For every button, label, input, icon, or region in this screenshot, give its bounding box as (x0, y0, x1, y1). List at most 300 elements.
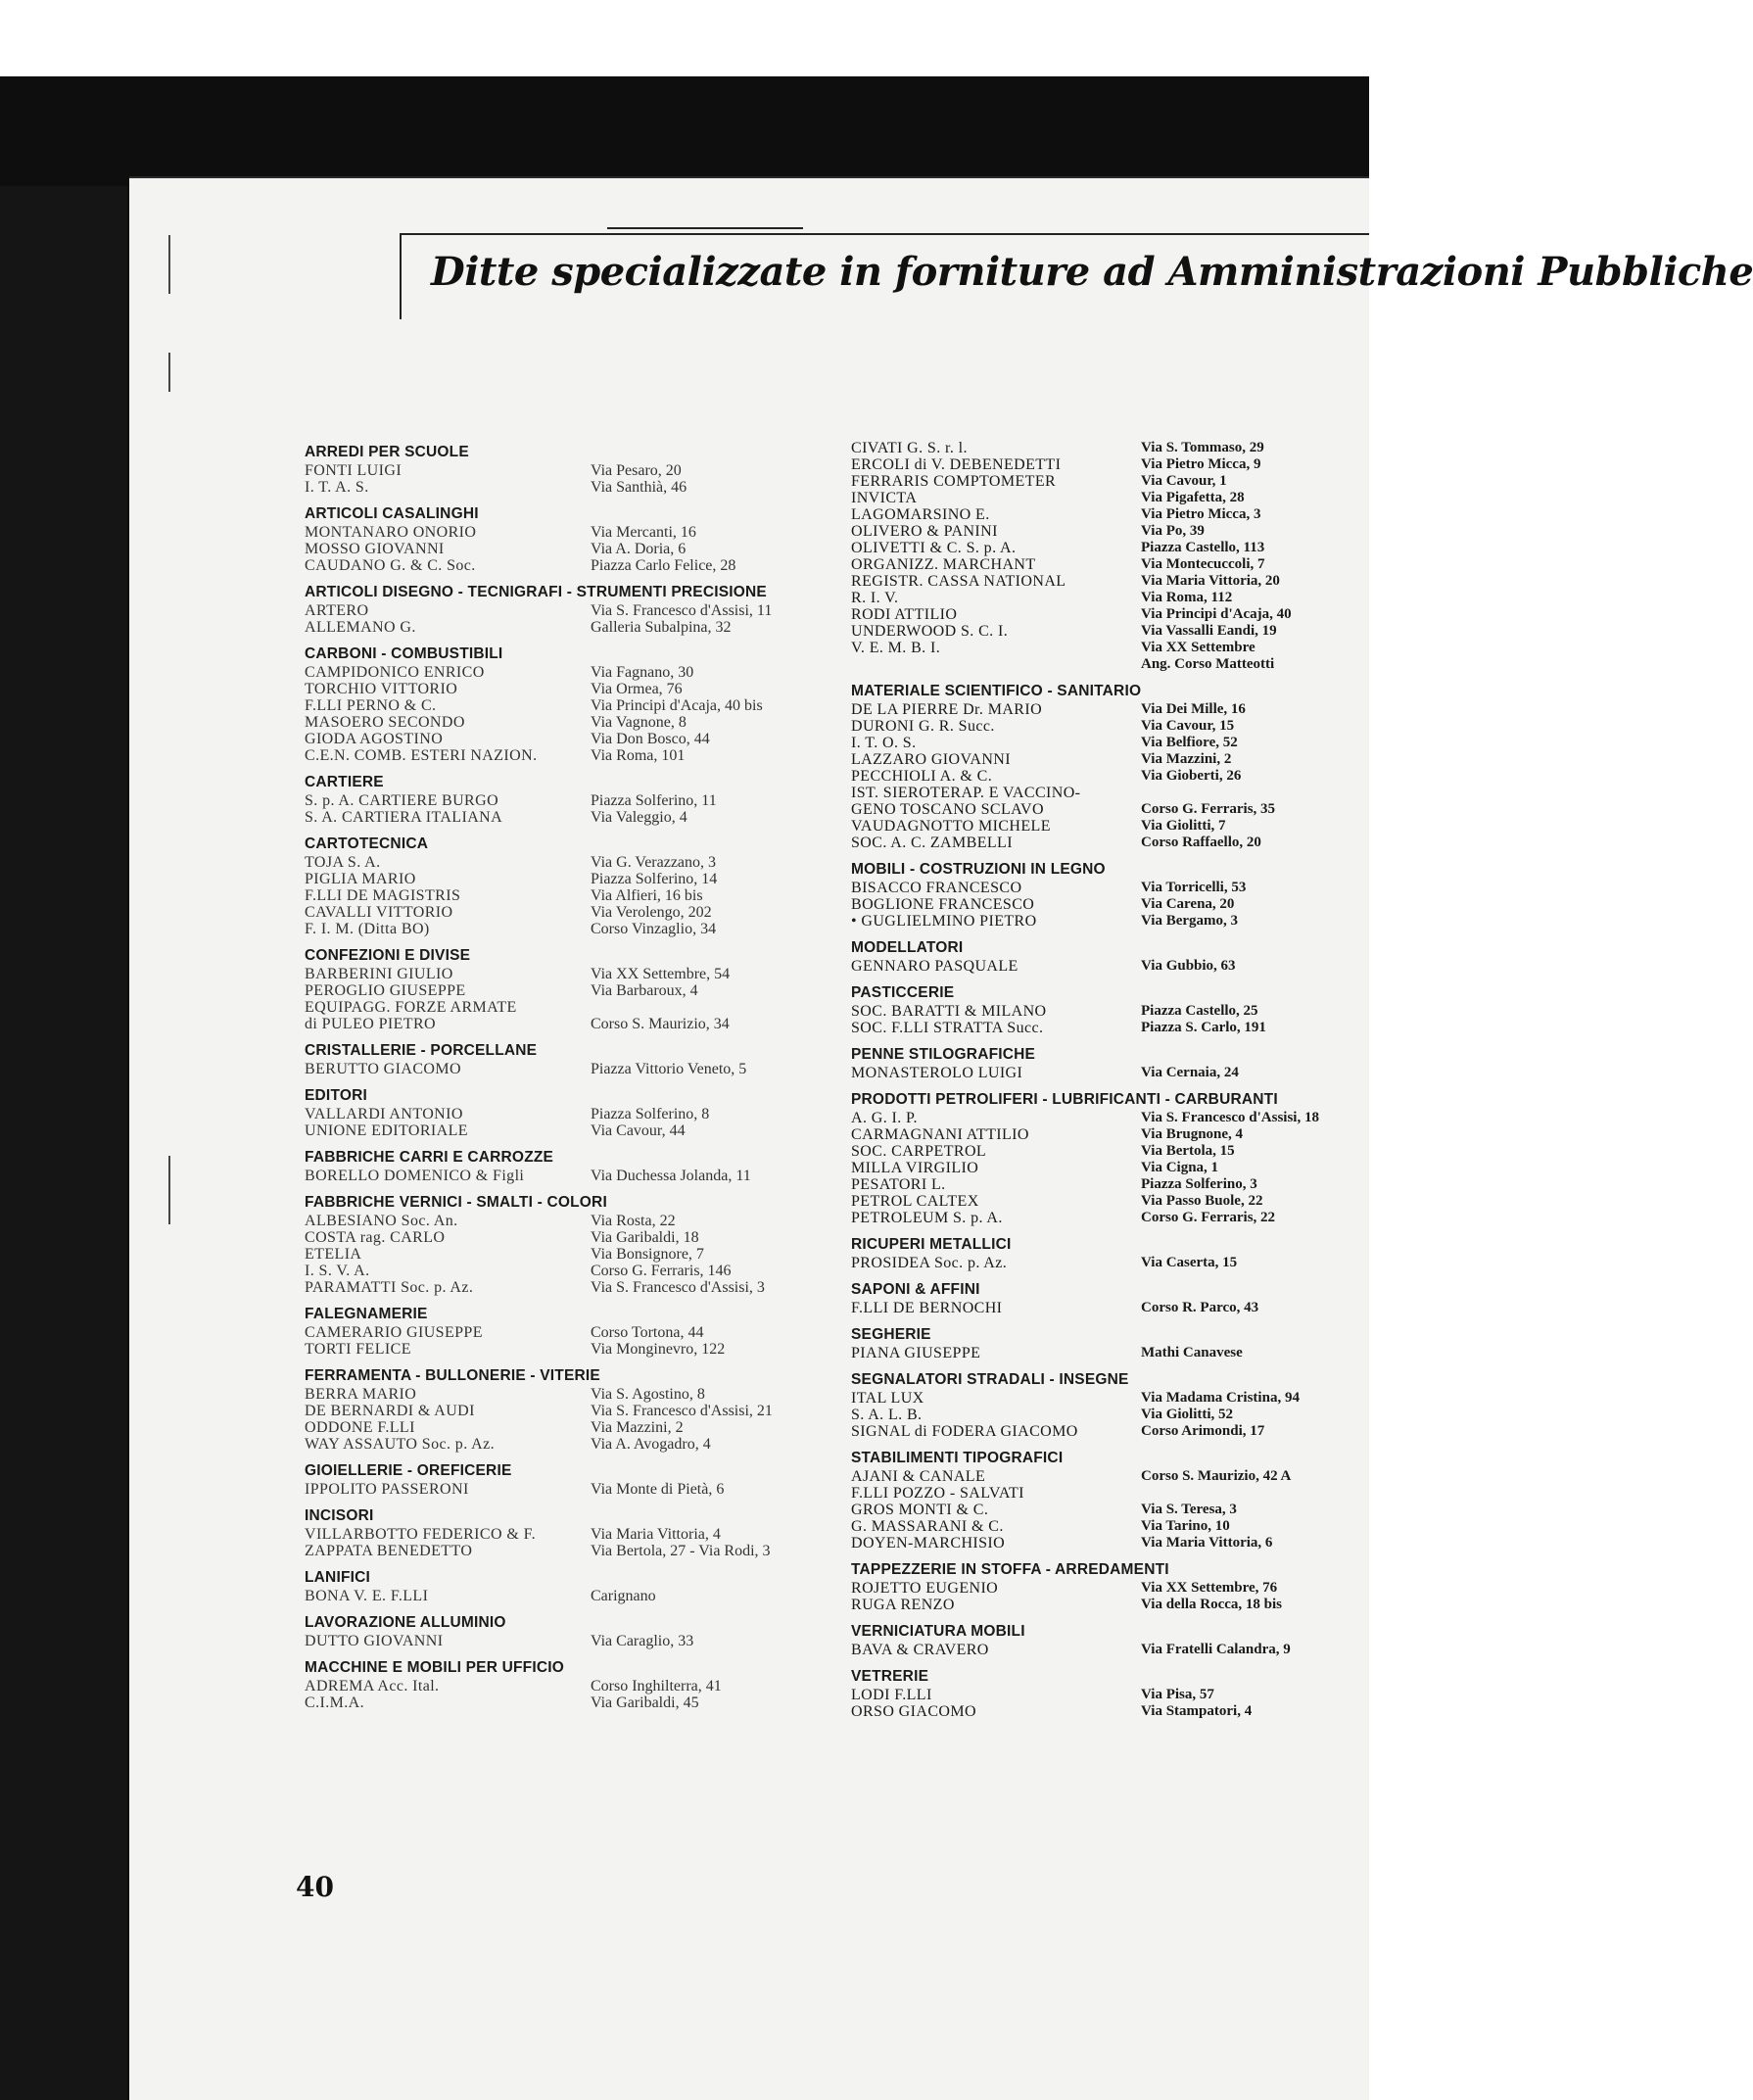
company-name: DE BERNARDI & AUDI (305, 1403, 475, 1419)
company-address: Piazza Castello, 113 (1141, 540, 1265, 555)
company-address (591, 999, 824, 1016)
category-heading: GIOIELLERIE - OREFICERIE (305, 1462, 512, 1479)
company-address: Corso G. Ferraris, 146 (591, 1263, 732, 1279)
company-entry (305, 921, 824, 937)
company-entry (305, 747, 824, 764)
company-address: Via Stampatori, 4 (1141, 1703, 1253, 1719)
company-address: Corso G. Ferraris, 35 (1141, 801, 1276, 817)
company-name: PIANA GIUSEPPE (851, 1345, 981, 1361)
company-address: Via S. Francesco d'Assisi, 18 (1141, 1110, 1319, 1125)
company-name: TORCHIO VITTORIO (305, 681, 458, 697)
category-heading: CARTIERE (305, 774, 384, 790)
company-address: Via XX Settembre (1141, 640, 1256, 655)
company-address: Corso Inghilterra, 41 (591, 1678, 722, 1694)
company-entry (305, 557, 824, 574)
company-entry (305, 1213, 824, 1229)
company-name: S. A. L. B. (851, 1407, 923, 1423)
company-entry (851, 1535, 1355, 1551)
category-heading: VERNICIATURA MOBILI (851, 1623, 1025, 1640)
company-name: UNDERWOOD S. C. I. (851, 623, 1009, 640)
company-address: Corso Vinzaglio, 34 (591, 921, 717, 937)
company-entry (851, 623, 1355, 640)
company-name: WAY ASSAUTO Soc. p. Az. (305, 1436, 495, 1453)
company-address: Corso S. Maurizio, 42 A (1141, 1468, 1292, 1484)
category-heading: CARTOTECNICA (305, 835, 429, 852)
company-entry (305, 1246, 824, 1263)
binding-mark (168, 1156, 170, 1224)
company-entry (851, 656, 1355, 673)
company-address: Via Monte di Pietà, 6 (591, 1481, 725, 1498)
company-entry (851, 1210, 1355, 1226)
company-entry (851, 1502, 1355, 1518)
company-address: Piazza Solferino, 14 (591, 871, 718, 887)
company-name: DOYEN-MARCHISIO (851, 1535, 1006, 1551)
company-entry (851, 1423, 1355, 1440)
company-address: Via Ormea, 76 (591, 681, 683, 697)
company-name: MOSSO GIOVANNI (305, 541, 445, 557)
company-entry (305, 1386, 824, 1403)
company-address: Via S. Francesco d'Assisi, 21 (591, 1403, 773, 1419)
left-column (305, 444, 824, 1711)
company-address: Via Vassalli Eandi, 19 (1141, 623, 1277, 639)
company-name: PIGLIA MARIO (305, 871, 416, 887)
company-address: Via Passo Buole, 22 (1141, 1193, 1263, 1209)
company-address: Via Bonsignore, 7 (591, 1246, 704, 1263)
company-entry (305, 1526, 824, 1543)
company-address: Via Tarino, 10 (1141, 1518, 1230, 1534)
company-address: Via Don Bosco, 44 (591, 731, 710, 747)
company-name: R. I. V. (851, 590, 899, 606)
category-heading: SEGNALATORI STRADALI - INSEGNE (851, 1371, 1129, 1388)
book-spine-shadow (0, 186, 127, 2100)
category-heading: INCISORI (305, 1507, 374, 1524)
company-name: GROS MONTI & C. (851, 1502, 989, 1518)
company-entry (305, 871, 824, 887)
company-name: AJANI & CANALE (851, 1468, 986, 1485)
company-name: G. MASSARANI & C. (851, 1518, 1004, 1535)
company-address: Via XX Settembre, 76 (1141, 1580, 1278, 1596)
company-name: EQUIPAGG. FORZE ARMATE (305, 999, 517, 1016)
company-address: Via Cernaia, 24 (1141, 1065, 1239, 1080)
company-name: PARAMATTI Soc. p. Az. (305, 1279, 474, 1296)
company-address: Via S. Agostino, 8 (591, 1386, 705, 1403)
category-heading: MODELLATORI (851, 939, 964, 956)
company-address: Piazza Solferino, 8 (591, 1106, 710, 1122)
company-entry (851, 523, 1355, 540)
company-entry (851, 490, 1355, 506)
company-address: Via Vagnone, 8 (591, 714, 687, 731)
company-entry (305, 1168, 824, 1184)
company-address (1141, 785, 1355, 801)
company-entry (851, 701, 1355, 718)
company-address: Via Roma, 101 (591, 747, 686, 764)
company-address: Via XX Settembre, 54 (591, 966, 731, 982)
company-address: Corso G. Ferraris, 22 (1141, 1210, 1276, 1225)
company-entry (305, 1436, 824, 1453)
company-address: Via Fagnano, 30 (591, 664, 694, 681)
company-name: VAUDAGNOTTO MICHELE (851, 818, 1051, 835)
page-top-edge (129, 176, 1369, 178)
company-name: LAGOMARSINO E. (851, 506, 990, 523)
company-name: SOC. BARATTI & MILANO (851, 1003, 1047, 1020)
company-address: Corso R. Parco, 43 (1141, 1300, 1259, 1315)
scan-top-margin (0, 0, 1369, 76)
company-entry (851, 440, 1355, 456)
company-name: I. T. O. S. (851, 735, 917, 751)
company-address: Via Po, 39 (1141, 523, 1205, 539)
company-address: Via Mazzini, 2 (1141, 751, 1232, 767)
company-entry (305, 619, 824, 636)
company-entry (851, 1390, 1355, 1407)
company-entry (851, 896, 1355, 913)
company-name: ADREMA Acc. Ital. (305, 1678, 440, 1694)
company-name: ERCOLI di V. DEBENEDETTI (851, 456, 1062, 473)
company-address: Via Monginevro, 122 (591, 1341, 726, 1358)
company-entry (851, 913, 1355, 930)
company-address: Via G. Verazzano, 3 (591, 854, 717, 871)
company-address: Via Duchessa Jolanda, 11 (591, 1168, 751, 1184)
company-address (1141, 1485, 1355, 1502)
company-name: OLIVETTI & C. S. p. A. (851, 540, 1017, 556)
company-entry (305, 1633, 824, 1649)
company-name: RODI ATTILIO (851, 606, 958, 623)
company-name: UNIONE EDITORIALE (305, 1122, 468, 1139)
company-entry (305, 854, 824, 871)
company-address: Via Gioberti, 26 (1141, 768, 1242, 784)
company-address: Via S. Francesco d'Assisi, 11 (591, 602, 773, 619)
company-name: PETROL CALTEX (851, 1193, 979, 1210)
company-name: MILLA VIRGILIO (851, 1160, 979, 1176)
category-heading: FABBRICHE VERNICI - SMALTI - COLORI (305, 1194, 607, 1211)
company-name: GENO TOSCANO SCLAVO (851, 801, 1044, 818)
company-address: Via Roma, 112 (1141, 590, 1233, 605)
company-entry (851, 1518, 1355, 1535)
company-name: PETROLEUM S. p. A. (851, 1210, 1003, 1226)
company-entry (851, 640, 1355, 656)
company-name: VALLARDI ANTONIO (305, 1106, 463, 1122)
company-name: PEROGLIO GIUSEPPE (305, 982, 466, 999)
category-heading: VETRERIE (851, 1668, 929, 1685)
company-entry (305, 462, 824, 479)
category-heading: MOBILI - COSTRUZIONI IN LEGNO (851, 861, 1106, 878)
company-entry (305, 1419, 824, 1436)
company-address: Via Pigafetta, 28 (1141, 490, 1245, 505)
category-heading: CONFEZIONI E DIVISE (305, 947, 471, 964)
company-entry (305, 1229, 824, 1246)
company-entry (851, 1300, 1355, 1316)
company-name: CAVALLI VITTORIO (305, 904, 453, 921)
company-entry (305, 1106, 824, 1122)
company-name: C.I.M.A. (305, 1694, 364, 1711)
company-name: ALBESIANO Soc. An. (305, 1213, 458, 1229)
company-address: Via Cigna, 1 (1141, 1160, 1219, 1175)
company-entry (851, 880, 1355, 896)
category-heading: ARREDI PER SCUOLE (305, 444, 469, 460)
company-name: ROJETTO EUGENIO (851, 1580, 999, 1597)
company-name: F.LLI POZZO - SALVATI (851, 1485, 1024, 1502)
company-entry (851, 473, 1355, 490)
company-entry (305, 1403, 824, 1419)
page-number: 40 (296, 1871, 334, 1903)
company-address: Corso Arimondi, 17 (1141, 1423, 1265, 1439)
company-name: GENNARO PASQUALE (851, 958, 1019, 975)
company-name: CIVATI G. S. r. l. (851, 440, 968, 456)
company-name: VILLARBOTTO FEDERICO & F. (305, 1526, 536, 1543)
company-entry (851, 1580, 1355, 1597)
company-name: ITAL LUX (851, 1390, 924, 1407)
company-entry (305, 904, 824, 921)
company-address: Via Cavour, 1 (1141, 473, 1227, 489)
category-heading: ARTICOLI CASALINGHI (305, 505, 479, 522)
company-address: Via Fratelli Calandra, 9 (1141, 1642, 1291, 1657)
company-name: PROSIDEA Soc. p. Az. (851, 1255, 1008, 1271)
company-name: SOC. F.LLI STRATTA Succ. (851, 1020, 1044, 1036)
company-name: SOC. CARPETROL (851, 1143, 987, 1160)
company-entry (851, 768, 1355, 785)
company-entry (305, 792, 824, 809)
binding-mark (168, 235, 170, 294)
company-name: DUTTO GIOVANNI (305, 1633, 444, 1649)
company-entry (305, 714, 824, 731)
company-entry (851, 718, 1355, 735)
company-name: REGISTR. CASSA NATIONAL (851, 573, 1066, 590)
company-address: Via Giolitti, 52 (1141, 1407, 1234, 1422)
company-name: LODI F.LLI (851, 1687, 932, 1703)
company-address: Via Gubbio, 63 (1141, 958, 1236, 974)
company-entry (851, 1642, 1355, 1658)
binding-mark (168, 353, 170, 392)
company-entry (305, 1694, 824, 1711)
category-heading: ARTICOLI DISEGNO - TECNIGRAFI - STRUMENTI PRECISIONE (305, 584, 767, 600)
company-entry (851, 751, 1355, 768)
company-name: FONTI LUIGI (305, 462, 403, 479)
company-address: Via Principi d'Acaja, 40 bis (591, 697, 763, 714)
company-name: BAVA & CRAVERO (851, 1642, 989, 1658)
right-column (851, 440, 1355, 1720)
category-heading: EDITORI (305, 1087, 367, 1104)
company-address: Via Madama Cristina, 94 (1141, 1390, 1300, 1406)
company-address: Corso Raffaello, 20 (1141, 835, 1261, 850)
company-entry (851, 1597, 1355, 1613)
company-name: ODDONE F.LLI (305, 1419, 415, 1436)
company-address: Via Pisa, 57 (1141, 1687, 1214, 1702)
company-address: Via Maria Vittoria, 20 (1141, 573, 1280, 589)
company-address: Piazza Vittorio Veneto, 5 (591, 1061, 747, 1077)
company-address: Via Bertola, 15 (1141, 1143, 1235, 1159)
company-entry (851, 958, 1355, 975)
company-address: Via Caserta, 15 (1141, 1255, 1238, 1270)
company-name: • GUGLIELMINO PIETRO (851, 913, 1037, 930)
company-entry (851, 1407, 1355, 1423)
company-address: Via Garibaldi, 18 (591, 1229, 699, 1246)
company-entry (851, 835, 1355, 851)
company-name: IPPOLITO PASSERONI (305, 1481, 469, 1498)
company-entry (851, 573, 1355, 590)
category-heading: STABILIMENTI TIPOGRAFICI (851, 1450, 1064, 1466)
category-heading: FABBRICHE CARRI E CARROZZE (305, 1149, 554, 1166)
company-name: ORGANIZZ. MARCHANT (851, 556, 1036, 573)
category-heading: MACCHINE E MOBILI PER UFFICIO (305, 1659, 564, 1676)
company-address: Ang. Corso Matteotti (1141, 656, 1275, 672)
company-name: ARTERO (305, 602, 369, 619)
company-address: Via S. Teresa, 3 (1141, 1502, 1237, 1517)
company-entry (851, 1126, 1355, 1143)
company-name: BISACCO FRANCESCO (851, 880, 1022, 896)
company-name: ORSO GIACOMO (851, 1703, 976, 1720)
company-address: Via Principi d'Acaja, 40 (1141, 606, 1292, 622)
company-entry (851, 801, 1355, 818)
company-name: F. I. M. (Ditta BO) (305, 921, 430, 937)
company-address: Corso S. Maurizio, 34 (591, 1016, 730, 1032)
company-address: Via Caraglio, 33 (591, 1633, 694, 1649)
company-entry (851, 818, 1355, 835)
company-address: Via Mazzini, 2 (591, 1419, 684, 1436)
category-heading: SAPONI & AFFINI (851, 1281, 980, 1298)
company-address: Via Pietro Micca, 3 (1141, 506, 1261, 522)
company-name: DURONI G. R. Succ. (851, 718, 995, 735)
company-entry (305, 524, 824, 541)
company-name: BORELLO DOMENICO & Figli (305, 1168, 525, 1184)
company-entry (851, 1065, 1355, 1081)
company-name: F.LLI PERNO & C. (305, 697, 437, 714)
company-entry (851, 1468, 1355, 1485)
category-heading: CRISTALLERIE - PORCELLANE (305, 1042, 538, 1059)
company-address: Via Barbaroux, 4 (591, 982, 698, 999)
company-address: Carignano (591, 1588, 656, 1604)
company-address: Via Mercanti, 16 (591, 524, 696, 541)
company-address: Via S. Francesco d'Assisi, 3 (591, 1279, 765, 1296)
company-name: S. A. CARTIERA ITALIANA (305, 809, 503, 826)
company-entry (851, 1703, 1355, 1720)
company-address: Via Cavour, 44 (591, 1122, 686, 1139)
company-address: Via A. Doria, 6 (591, 541, 687, 557)
company-address: Via Dei Mille, 16 (1141, 701, 1246, 717)
company-entry (305, 982, 824, 999)
company-name: LAZZARO GIOVANNI (851, 751, 1011, 768)
company-entry (851, 735, 1355, 751)
company-name: SOC. A. C. ZAMBELLI (851, 835, 1013, 851)
company-name: A. G. I. P. (851, 1110, 918, 1126)
company-name: TOJA S. A. (305, 854, 381, 871)
company-entry (305, 731, 824, 747)
company-entry (851, 1003, 1355, 1020)
company-entry (305, 1016, 824, 1032)
company-entry (305, 1341, 824, 1358)
company-entry (851, 1193, 1355, 1210)
company-entry (305, 1678, 824, 1694)
company-address: Piazza S. Carlo, 191 (1141, 1020, 1266, 1035)
category-heading: SEGHERIE (851, 1326, 931, 1343)
company-entry (305, 1279, 824, 1296)
company-entry (305, 681, 824, 697)
category-heading: MATERIALE SCIENTIFICO - SANITARIO (851, 683, 1142, 699)
category-heading: FALEGNAMERIE (305, 1306, 428, 1322)
company-name: I. T. A. S. (305, 479, 369, 496)
company-name: INVICTA (851, 490, 918, 506)
company-name: CAMPIDONICO ENRICO (305, 664, 485, 681)
company-name: PECCHIOLI A. & C. (851, 768, 993, 785)
company-name: ZAPPATA BENEDETTO (305, 1543, 473, 1559)
company-name: ETELIA (305, 1246, 362, 1263)
company-name: CAMERARIO GIUSEPPE (305, 1324, 483, 1341)
company-name: FERRARIS COMPTOMETER (851, 473, 1057, 490)
company-entry (305, 479, 824, 496)
company-name: COSTA rag. CARLO (305, 1229, 446, 1246)
company-name: GIODA AGOSTINO (305, 731, 444, 747)
company-name (851, 656, 1141, 673)
company-name: V. E. M. B. I. (851, 640, 941, 656)
company-name: MASOERO SECONDO (305, 714, 465, 731)
company-entry (305, 887, 824, 904)
company-entry (851, 1020, 1355, 1036)
company-name: BONA V. E. F.LLI (305, 1588, 429, 1604)
company-name: PESATORI L. (851, 1176, 946, 1193)
company-address: Via Maria Vittoria, 6 (1141, 1535, 1273, 1551)
company-address: Via Valeggio, 4 (591, 809, 687, 826)
company-address: Piazza Solferino, 3 (1141, 1176, 1257, 1192)
category-heading: PASTICCERIE (851, 984, 955, 1001)
company-entry (305, 999, 824, 1016)
company-entry (851, 785, 1355, 801)
company-address: Mathi Canavese (1141, 1345, 1243, 1360)
company-entry (851, 456, 1355, 473)
company-address: Via Torricelli, 53 (1141, 880, 1247, 895)
company-entry (851, 606, 1355, 623)
company-entry (305, 1481, 824, 1498)
header-rule (607, 227, 803, 229)
company-entry (305, 1122, 824, 1139)
company-address: Via della Rocca, 18 bis (1141, 1597, 1283, 1612)
company-name: IST. SIEROTERAP. E VACCINO- (851, 785, 1081, 801)
company-name: ALLEMANO G. (305, 619, 416, 636)
company-name: DE LA PIERRE Dr. MARIO (851, 701, 1043, 718)
company-name: BERRA MARIO (305, 1386, 417, 1403)
company-name: I. S. V. A. (305, 1263, 370, 1279)
company-address: Piazza Solferino, 11 (591, 792, 717, 809)
category-heading: PRODOTTI PETROLIFERI - LUBRIFICANTI - CARBURANTI (851, 1091, 1278, 1108)
company-name: BOGLIONE FRANCESCO (851, 896, 1035, 913)
category-heading: CARBONI - COMBUSTIBILI (305, 645, 503, 662)
company-address: Via Bertola, 27 - Via Rodi, 3 (591, 1543, 771, 1559)
company-address: Via A. Avogadro, 4 (591, 1436, 711, 1453)
company-entry (305, 1061, 824, 1077)
company-entry (305, 1324, 824, 1341)
company-entry (851, 1485, 1355, 1502)
company-address: Piazza Castello, 25 (1141, 1003, 1258, 1019)
company-entry (305, 1588, 824, 1604)
company-entry (851, 1687, 1355, 1703)
company-name: TORTI FELICE (305, 1341, 411, 1358)
company-address: Via Garibaldi, 45 (591, 1694, 699, 1711)
company-name: MONASTEROLO LUIGI (851, 1065, 1023, 1081)
category-heading: RICUPERI METALLICI (851, 1236, 1012, 1253)
company-entry (305, 809, 824, 826)
company-entry (851, 1143, 1355, 1160)
company-entry (305, 602, 824, 619)
company-address: Via Giolitti, 7 (1141, 818, 1226, 834)
page-title: Ditte specializzate in forniture ad Amministrazioni Pubbliche (431, 249, 1753, 295)
category-heading: PENNE STILOGRAFICHE (851, 1046, 1036, 1063)
company-name: F.LLI DE BERNOCHI (851, 1300, 1003, 1316)
company-name: CARMAGNANI ATTILIO (851, 1126, 1029, 1143)
category-heading: TAPPEZZERIE IN STOFFA - ARREDAMENTI (851, 1561, 1169, 1578)
company-address: Via Montecuccoli, 7 (1141, 556, 1265, 572)
category-heading: FERRAMENTA - BULLONERIE - VITERIE (305, 1367, 600, 1384)
company-address: Galleria Subalpina, 32 (591, 619, 732, 636)
company-entry (851, 1255, 1355, 1271)
company-name: di PULEO PIETRO (305, 1016, 436, 1032)
company-entry (305, 1263, 824, 1279)
